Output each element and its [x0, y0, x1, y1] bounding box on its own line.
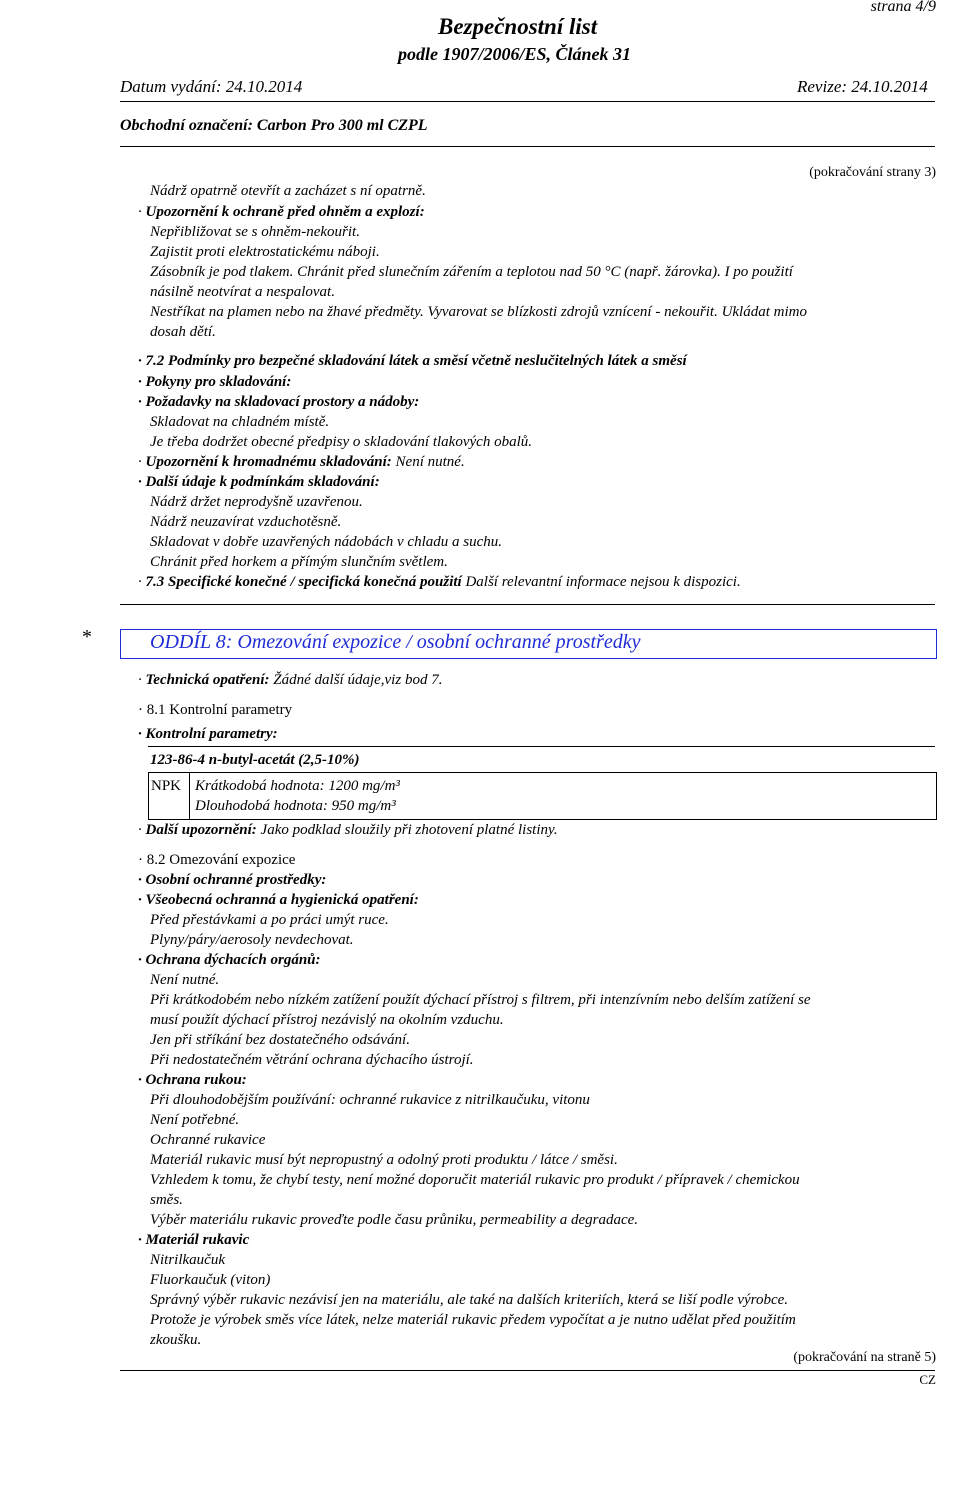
text-line: násilně neotvírat a nespalovat. [150, 284, 335, 300]
trade-name-divider [120, 146, 935, 147]
text-line: Nádrž neuzavírat vzduchotěsně. [150, 514, 342, 530]
page-number: strana 4/9 [870, 0, 936, 15]
hygiene-label: · Všeobecná ochranná a hygienická opatření: [138, 892, 419, 908]
document-title: Bezpečnostní list [438, 14, 598, 39]
language-code: CZ [919, 1372, 936, 1387]
continuation-to: (pokračování na straně 5) [793, 1350, 936, 1365]
text-line: musí použít dýchací přístroj nezávislý na okolním vzduchu. [150, 1012, 504, 1028]
storage-requirements-label: · Požadavky na skladovací prostory a nádoby: [138, 394, 420, 410]
text-line: Při krátkodobém nebo nízkém zatížení použít dýchací přístroj s filtrem, při intenzívním nebo delším zatížení se [150, 992, 811, 1008]
revision-date: Revize: 24.10.2014 [797, 77, 928, 96]
section-8-banner [120, 629, 937, 659]
glove-material-label: · Materiál rukavic [138, 1232, 250, 1248]
fire-explosion-label: Upozornění k ochraně před ohněm a explozí: [145, 204, 425, 220]
section-divider [120, 604, 935, 605]
section-8-2-heading: · 8.2 Omezování expozice [138, 852, 296, 868]
npk-label: NPK [151, 778, 182, 794]
text-line: směs. [150, 1192, 183, 1208]
text-line: Skladovat na chladném místě. [150, 414, 330, 430]
issue-date: Datum vydání: 24.10.2014 [120, 77, 303, 96]
header-divider [120, 101, 935, 102]
text-line: Ochranné rukavice [150, 1132, 266, 1148]
text-line: Zásobník je pod tlakem. Chránit před slunečním zářením a teplotou nad 50 °C (např. žárovka). I po použití [150, 264, 793, 280]
text-line: Nádrž opatrně otevřít a zacházet s ní opatrně. [150, 183, 426, 199]
text-line: Zajistit proti elektrostatickému náboji. [150, 244, 380, 260]
text-line: Není potřebné. [150, 1112, 240, 1128]
continuation-from: (pokračování strany 3) [809, 165, 936, 180]
storage-details-label: · Další údaje k podmínkám skladování: [138, 474, 380, 490]
control-parameters-label: · Kontrolní parametry: [138, 726, 278, 742]
text-line: Chránit před horkem a přímým slunčním světlem. [150, 554, 448, 570]
text-line: Při nedostatečném větrání ochrana dýchacího ústrojí. [150, 1052, 474, 1068]
section-7-3-row: · 7.3 Specifické konečné / specifická konečná použití Další relevantní informace nejsou k dispozici. [138, 574, 741, 590]
limit-values-table [148, 772, 937, 820]
text-line: Nádrž držet neprodyšně uzavřenou. [150, 494, 363, 510]
text-line: Správný výběr rukavic nezávisí jen na materiálu, ale také na dalších kriteriích, která se liší podle výrobce. [150, 1292, 789, 1308]
ppe-label: · Osobní ochranné prostředky: [138, 872, 327, 888]
text-line: zkoušku. [150, 1332, 202, 1348]
short-term-value: Krátkodobá hodnota: 1200 mg/m³ [195, 778, 400, 794]
change-marker: * [82, 626, 92, 648]
text-line: Nepřibližovat se s ohněm-nekouřit. [150, 224, 360, 240]
text-line: Skladovat v dobře uzavřených nádobách v chladu a suchu. [150, 534, 502, 550]
section-8-1-heading: · 8.1 Kontrolní parametry [138, 702, 293, 718]
long-term-value: Dlouhodobá hodnota: 950 mg/m³ [195, 798, 396, 814]
technical-measures-row: · Technická opatření: Žádné další údaje,viz bod 7. [138, 672, 443, 688]
bulk-storage-row: · Upozornění k hromadnému skladování: Není nutné. [138, 454, 465, 470]
text-line: Materiál rukavic musí být nepropustný a odolný proti produktu / látce / směsi. [150, 1152, 618, 1168]
text-line: Nestříkat na plamen nebo na žhavé předměty. Vyvarovat se blízkosti zdrojů vznícení - nekouřit. Ukládat mimo [150, 304, 807, 320]
section-label: · Upozornění k ochraně před ohněm a explozí: [138, 204, 425, 220]
trade-name: Obchodní označení: Carbon Pro 300 ml CZPL [120, 117, 428, 134]
regulation-subtitle: podle 1907/2006/ES, Článek 31 [398, 44, 632, 64]
respiratory-label: · Ochrana dýchacích orgánů: [138, 952, 321, 968]
text-line: Jen při stříkání bez dostatečného odsávání. [150, 1032, 410, 1048]
text-line: dosah dětí. [150, 324, 216, 340]
text-line: Vzhledem k tomu, že chybí testy, není možné doporučit materiál rukavic pro produkt / přípravek / chemickou [150, 1172, 800, 1188]
footer-divider [120, 1370, 935, 1371]
storage-instructions-label: · Pokyny pro skladování: [138, 374, 292, 390]
table-top-divider [148, 746, 935, 747]
text-line: Při dlouhodobějším používání: ochranné rukavice z nitrilkaučuku, vitonu [150, 1092, 590, 1108]
hand-protection-label: · Ochrana rukou: [138, 1072, 247, 1088]
text-line: Výběr materiálu rukavic proveďte podle času průniku, permeability a degradace. [150, 1212, 639, 1228]
substance-name: 123-86-4 n-butyl-acetát (2,5-10%) [150, 752, 360, 768]
text-line: Protože je výrobek směs více látek, nelze materiál rukavic předem vypočítat a je nutno udělat před použitím [150, 1312, 796, 1328]
table-divider [189, 773, 190, 819]
section-7-2-heading: · 7.2 Podmínky pro bezpečné skladování látek a směsí včetně neslučitelných látek a směsí [138, 353, 687, 369]
additional-note-row: · Další upozornění: Jako podklad sloužily při zhotovení platné listiny. [138, 822, 558, 838]
section-8-title: ODDÍL 8: Omezování expozice / osobní ochranné prostředky [150, 631, 641, 653]
text-line: Plyny/páry/aerosoly nevdechovat. [150, 932, 354, 948]
text-line: Je třeba dodržet obecné předpisy o skladování tlakových obalů. [150, 434, 532, 450]
text-line: Fluorkaučuk (viton) [150, 1272, 271, 1288]
text-line: Před přestávkami a po práci umýt ruce. [150, 912, 389, 928]
text-line: Nitrilkaučuk [150, 1252, 225, 1268]
text-line: Není nutné. [150, 972, 220, 988]
